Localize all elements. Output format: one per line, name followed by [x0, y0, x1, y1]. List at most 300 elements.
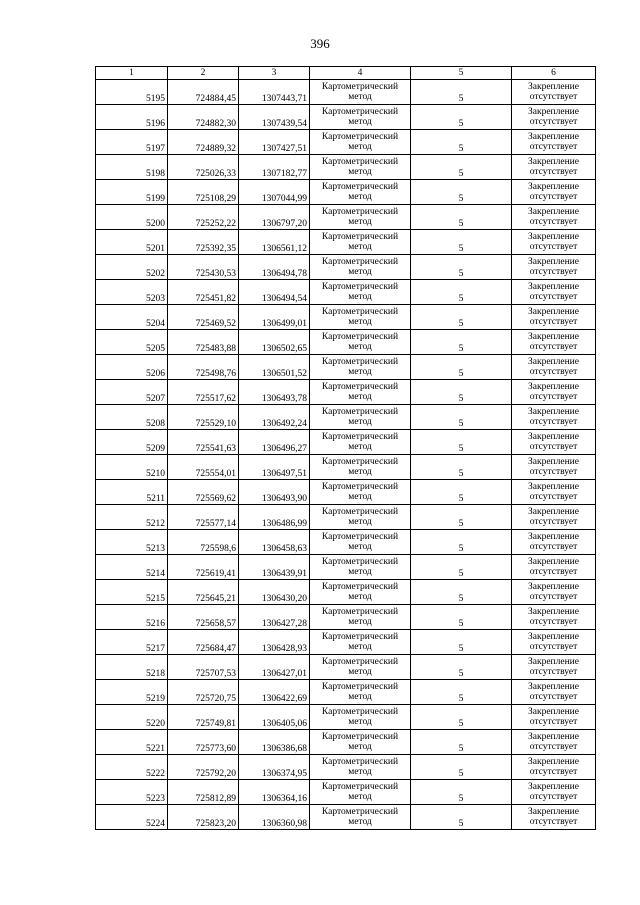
method-cell-line-2: метод	[348, 742, 372, 752]
method-cell-line-2: метод	[348, 717, 372, 727]
fixing-cell-line-1: Закрепление	[528, 607, 579, 617]
table-row	[96, 455, 596, 480]
method-cell-line-1: Картометрический	[321, 357, 399, 367]
method-cell-line-1: Картометрический	[321, 632, 399, 642]
method-cell-line-2: метод	[348, 367, 372, 377]
x-coordinate-cell: 725773,60	[168, 730, 239, 755]
table-row	[96, 180, 596, 205]
table-row	[96, 205, 596, 230]
method-cell-line-2: метод	[348, 592, 372, 602]
fixing-cell-line-1: Закрепление	[528, 407, 579, 417]
fixing-cell	[512, 280, 596, 305]
method-cell-line-2: метод	[348, 542, 372, 552]
y-coordinate-cell: 1306502,65	[239, 330, 310, 355]
precision-cell: 5	[411, 180, 512, 205]
table-row	[96, 380, 596, 405]
point-number-cell: 5216	[96, 605, 168, 630]
method-cell-line-2: метод	[348, 767, 372, 777]
method-cell-line-2: метод	[348, 567, 372, 577]
table-row	[96, 430, 596, 455]
y-coordinate-cell: 1306374,95	[239, 755, 310, 780]
table-row	[96, 780, 596, 805]
precision-cell: 5	[411, 705, 512, 730]
y-coordinate-cell: 1307182,77	[239, 155, 310, 180]
table-row	[96, 355, 596, 380]
method-cell-line-1: Картометрический	[321, 607, 399, 617]
table-row	[96, 80, 596, 105]
fixing-cell-line-1: Закрепление	[528, 282, 579, 292]
fixing-cell-line-1: Закрепление	[528, 532, 579, 542]
fixing-cell-line-1: Закрепление	[528, 782, 579, 792]
point-number-cell: 5224	[96, 805, 168, 830]
fixing-cell-line-2: отсутствует	[529, 642, 578, 652]
fixing-cell-line-2: отсутствует	[529, 742, 578, 752]
method-cell-line-1: Картометрический	[321, 207, 399, 217]
x-coordinate-cell: 725792,20	[168, 755, 239, 780]
x-coordinate-cell: 725823,20	[168, 805, 239, 830]
point-number-cell: 5207	[96, 380, 168, 405]
x-coordinate-cell: 725026,33	[168, 155, 239, 180]
method-cell	[310, 80, 411, 105]
fixing-cell-line-2: отсутствует	[529, 467, 578, 477]
fixing-cell	[512, 605, 596, 630]
fixing-cell-line-1: Закрепление	[528, 732, 579, 742]
method-cell-line-2: метод	[348, 817, 372, 827]
fixing-cell-line-2: отсутствует	[529, 542, 578, 552]
method-cell	[310, 355, 411, 380]
header-col-3: 3	[239, 67, 310, 80]
fixing-cell-line-1: Закрепление	[528, 432, 579, 442]
fixing-cell-line-1: Закрепление	[528, 232, 579, 242]
method-cell-line-1: Картометрический	[321, 757, 399, 767]
fixing-cell	[512, 455, 596, 480]
method-cell	[310, 105, 411, 130]
fixing-cell-line-1: Закрепление	[528, 482, 579, 492]
fixing-cell-line-2: отсутствует	[529, 617, 578, 627]
fixing-cell-line-1: Закрепление	[528, 132, 579, 142]
method-cell-line-2: метод	[348, 242, 372, 252]
point-number-cell: 5196	[96, 105, 168, 130]
point-number-cell: 5199	[96, 180, 168, 205]
fixing-cell	[512, 230, 596, 255]
x-coordinate-cell: 725812,89	[168, 780, 239, 805]
method-cell-line-2: метод	[348, 792, 372, 802]
fixing-cell-line-2: отсутствует	[529, 692, 578, 702]
point-number-cell: 5209	[96, 430, 168, 455]
fixing-cell-line-1: Закрепление	[528, 657, 579, 667]
fixing-cell	[512, 305, 596, 330]
y-coordinate-cell: 1306497,51	[239, 455, 310, 480]
fixing-cell-line-2: отсутствует	[529, 342, 578, 352]
precision-cell: 5	[411, 280, 512, 305]
table-row	[96, 730, 596, 755]
method-cell	[310, 430, 411, 455]
precision-cell: 5	[411, 755, 512, 780]
method-cell	[310, 505, 411, 530]
method-cell	[310, 380, 411, 405]
x-coordinate-cell: 725619,41	[168, 555, 239, 580]
table-row	[96, 305, 596, 330]
fixing-cell	[512, 530, 596, 555]
precision-cell: 5	[411, 330, 512, 355]
x-coordinate-cell: 725430,53	[168, 255, 239, 280]
method-cell	[310, 230, 411, 255]
fixing-cell-line-2: отсутствует	[529, 167, 578, 177]
method-cell-line-2: метод	[348, 517, 372, 527]
y-coordinate-cell: 1306493,90	[239, 480, 310, 505]
method-cell-line-2: метод	[348, 692, 372, 702]
method-cell-line-1: Картометрический	[321, 682, 399, 692]
method-cell-line-1: Картометрический	[321, 382, 399, 392]
x-coordinate-cell: 725720,75	[168, 680, 239, 705]
precision-cell: 5	[411, 505, 512, 530]
table-row	[96, 230, 596, 255]
method-cell	[310, 130, 411, 155]
y-coordinate-cell: 1306364,16	[239, 780, 310, 805]
y-coordinate-cell: 1307427,51	[239, 130, 310, 155]
fixing-cell-line-2: отсутствует	[529, 817, 578, 827]
fixing-cell-line-2: отсутствует	[529, 717, 578, 727]
table-row	[96, 705, 596, 730]
header-col-5: 5	[411, 67, 512, 80]
table-row	[96, 405, 596, 430]
x-coordinate-cell: 725469,52	[168, 305, 239, 330]
y-coordinate-cell: 1306797,20	[239, 205, 310, 230]
fixing-cell-line-1: Закрепление	[528, 257, 579, 267]
header-col-4: 4	[310, 67, 411, 80]
fixing-cell	[512, 580, 596, 605]
fixing-cell	[512, 205, 596, 230]
fixing-cell-line-2: отсутствует	[529, 267, 578, 277]
y-coordinate-cell: 1306430,20	[239, 580, 310, 605]
y-coordinate-cell: 1307443,71	[239, 80, 310, 105]
point-number-cell: 5206	[96, 355, 168, 380]
method-cell-line-2: метод	[348, 417, 372, 427]
table-row	[96, 680, 596, 705]
fixing-cell	[512, 130, 596, 155]
y-coordinate-cell: 1306499,01	[239, 305, 310, 330]
table-row	[96, 630, 596, 655]
fixing-cell-line-2: отсутствует	[529, 417, 578, 427]
point-number-cell: 5200	[96, 205, 168, 230]
precision-cell: 5	[411, 130, 512, 155]
method-cell-line-1: Картометрический	[321, 582, 399, 592]
y-coordinate-cell: 1306501,52	[239, 355, 310, 380]
method-cell-line-1: Картометрический	[321, 232, 399, 242]
precision-cell: 5	[411, 805, 512, 830]
fixing-cell-line-1: Закрепление	[528, 157, 579, 167]
precision-cell: 5	[411, 355, 512, 380]
point-number-cell: 5195	[96, 80, 168, 105]
y-coordinate-cell: 1306494,54	[239, 280, 310, 305]
table-row	[96, 505, 596, 530]
method-cell-line-1: Картометрический	[321, 782, 399, 792]
x-coordinate-cell: 725517,62	[168, 380, 239, 405]
x-coordinate-cell: 725749,81	[168, 705, 239, 730]
point-number-cell: 5203	[96, 280, 168, 305]
fixing-cell	[512, 805, 596, 830]
method-cell	[310, 655, 411, 680]
fixing-cell-line-2: отсутствует	[529, 792, 578, 802]
method-cell-line-2: метод	[348, 117, 372, 127]
table-row	[96, 280, 596, 305]
point-number-cell: 5208	[96, 405, 168, 430]
point-number-cell: 5217	[96, 630, 168, 655]
x-coordinate-cell: 725554,01	[168, 455, 239, 480]
fixing-cell-line-1: Закрепление	[528, 557, 579, 567]
y-coordinate-cell: 1306427,28	[239, 605, 310, 630]
y-coordinate-cell: 1307439,54	[239, 105, 310, 130]
fixing-cell	[512, 555, 596, 580]
y-coordinate-cell: 1306496,27	[239, 430, 310, 455]
method-cell-line-1: Картометрический	[321, 657, 399, 667]
table-row	[96, 805, 596, 830]
y-coordinate-cell: 1306422,69	[239, 680, 310, 705]
point-number-cell: 5222	[96, 755, 168, 780]
point-number-cell: 5215	[96, 580, 168, 605]
fixing-cell-line-1: Закрепление	[528, 332, 579, 342]
table-row	[96, 580, 596, 605]
point-number-cell: 5212	[96, 505, 168, 530]
precision-cell: 5	[411, 480, 512, 505]
fixing-cell	[512, 255, 596, 280]
fixing-cell	[512, 730, 596, 755]
point-number-cell: 5211	[96, 480, 168, 505]
page-number: 396	[310, 36, 330, 51]
point-number-cell: 5218	[96, 655, 168, 680]
method-cell-line-2: метод	[348, 267, 372, 277]
y-coordinate-cell: 1306360,98	[239, 805, 310, 830]
method-cell-line-1: Картометрический	[321, 282, 399, 292]
fixing-cell	[512, 480, 596, 505]
method-cell-line-2: метод	[348, 492, 372, 502]
fixing-cell	[512, 80, 596, 105]
method-cell-line-2: метод	[348, 642, 372, 652]
precision-cell: 5	[411, 105, 512, 130]
precision-cell: 5	[411, 555, 512, 580]
x-coordinate-cell: 725483,88	[168, 330, 239, 355]
fixing-cell	[512, 680, 596, 705]
method-cell-line-1: Картометрический	[321, 532, 399, 542]
point-number-cell: 5210	[96, 455, 168, 480]
x-coordinate-cell: 725577,14	[168, 505, 239, 530]
fixing-cell	[512, 705, 596, 730]
point-number-cell: 5220	[96, 705, 168, 730]
fixing-cell-line-2: отсутствует	[529, 317, 578, 327]
fixing-cell	[512, 630, 596, 655]
x-coordinate-cell: 725645,21	[168, 580, 239, 605]
y-coordinate-cell: 1306386,68	[239, 730, 310, 755]
table-row	[96, 255, 596, 280]
x-coordinate-cell: 724889,32	[168, 130, 239, 155]
point-number-cell: 5213	[96, 530, 168, 555]
method-cell	[310, 480, 411, 505]
fixing-cell	[512, 380, 596, 405]
fixing-cell	[512, 355, 596, 380]
fixing-cell-line-2: отсутствует	[529, 367, 578, 377]
method-cell-line-1: Картометрический	[321, 807, 399, 817]
method-cell-line-2: метод	[348, 317, 372, 327]
method-cell	[310, 530, 411, 555]
precision-cell: 5	[411, 80, 512, 105]
method-cell	[310, 805, 411, 830]
fixing-cell	[512, 655, 596, 680]
x-coordinate-cell: 725108,29	[168, 180, 239, 205]
point-number-cell: 5204	[96, 305, 168, 330]
method-cell	[310, 155, 411, 180]
method-cell	[310, 205, 411, 230]
precision-cell: 5	[411, 605, 512, 630]
x-coordinate-cell: 725498,76	[168, 355, 239, 380]
precision-cell: 5	[411, 205, 512, 230]
x-coordinate-cell: 725252,22	[168, 205, 239, 230]
method-cell-line-1: Картометрический	[321, 707, 399, 717]
point-number-cell: 5198	[96, 155, 168, 180]
method-cell	[310, 255, 411, 280]
fixing-cell-line-2: отсутствует	[529, 217, 578, 227]
fixing-cell-line-2: отсутствует	[529, 592, 578, 602]
precision-cell: 5	[411, 680, 512, 705]
method-cell-line-2: метод	[348, 92, 372, 102]
x-coordinate-cell: 724882,30	[168, 105, 239, 130]
header-col-2: 2	[168, 67, 239, 80]
precision-cell: 5	[411, 255, 512, 280]
point-number-cell: 5202	[96, 255, 168, 280]
fixing-cell	[512, 330, 596, 355]
method-cell-line-2: метод	[348, 392, 372, 402]
y-coordinate-cell: 1306494,78	[239, 255, 310, 280]
point-number-cell: 5205	[96, 330, 168, 355]
method-cell	[310, 555, 411, 580]
y-coordinate-cell: 1306427,01	[239, 655, 310, 680]
x-coordinate-cell: 724884,45	[168, 80, 239, 105]
fixing-cell-line-2: отсутствует	[529, 192, 578, 202]
precision-cell: 5	[411, 405, 512, 430]
x-coordinate-cell: 725707,53	[168, 655, 239, 680]
fixing-cell-line-2: отсутствует	[529, 292, 578, 302]
fixing-cell	[512, 430, 596, 455]
y-coordinate-cell: 1306493,78	[239, 380, 310, 405]
precision-cell: 5	[411, 530, 512, 555]
method-cell	[310, 780, 411, 805]
method-cell-line-2: метод	[348, 442, 372, 452]
fixing-cell	[512, 105, 596, 130]
x-coordinate-cell: 725684,47	[168, 630, 239, 655]
fixing-cell-line-2: отсутствует	[529, 667, 578, 677]
method-cell-line-1: Картометрический	[321, 257, 399, 267]
precision-cell: 5	[411, 780, 512, 805]
method-cell-line-2: метод	[348, 667, 372, 677]
method-cell	[310, 305, 411, 330]
x-coordinate-cell: 725529,10	[168, 405, 239, 430]
fixing-cell-line-1: Закрепление	[528, 682, 579, 692]
fixing-cell	[512, 505, 596, 530]
table-row	[96, 555, 596, 580]
method-cell	[310, 705, 411, 730]
method-cell-line-1: Картометрический	[321, 332, 399, 342]
fixing-cell	[512, 405, 596, 430]
y-coordinate-cell: 1306458,63	[239, 530, 310, 555]
method-cell-line-1: Картометрический	[321, 432, 399, 442]
method-cell	[310, 405, 411, 430]
method-cell-line-1: Картометрический	[321, 407, 399, 417]
table-row	[96, 480, 596, 505]
method-cell	[310, 605, 411, 630]
x-coordinate-cell: 725541,63	[168, 430, 239, 455]
fixing-cell-line-1: Закрепление	[528, 207, 579, 217]
y-coordinate-cell: 1306561,12	[239, 230, 310, 255]
table-row	[96, 755, 596, 780]
precision-cell: 5	[411, 305, 512, 330]
x-coordinate-cell: 725598,6	[168, 530, 239, 555]
fixing-cell-line-1: Закрепление	[528, 357, 579, 367]
fixing-cell-line-2: отсутствует	[529, 117, 578, 127]
fixing-cell-line-1: Закрепление	[528, 707, 579, 717]
y-coordinate-cell: 1306428,93	[239, 630, 310, 655]
fixing-cell-line-2: отсутствует	[529, 442, 578, 452]
method-cell-line-1: Картометрический	[321, 482, 399, 492]
y-coordinate-cell: 1306492,24	[239, 405, 310, 430]
method-cell-line-2: метод	[348, 192, 372, 202]
table-row	[96, 530, 596, 555]
fixing-cell-line-2: отсутствует	[529, 92, 578, 102]
method-cell-line-2: метод	[348, 217, 372, 227]
precision-cell: 5	[411, 730, 512, 755]
x-coordinate-cell: 725451,82	[168, 280, 239, 305]
method-cell-line-2: метод	[348, 342, 372, 352]
header-col-1: 1	[96, 67, 168, 80]
method-cell	[310, 630, 411, 655]
table-row	[96, 130, 596, 155]
method-cell-line-1: Картометрический	[321, 107, 399, 117]
fixing-cell-line-2: отсутствует	[529, 242, 578, 252]
x-coordinate-cell: 725658,57	[168, 605, 239, 630]
fixing-cell-line-1: Закрепление	[528, 457, 579, 467]
precision-cell: 5	[411, 380, 512, 405]
fixing-cell-line-1: Закрепление	[528, 582, 579, 592]
point-number-cell: 5221	[96, 730, 168, 755]
method-cell-line-2: метод	[348, 167, 372, 177]
table-body	[96, 80, 596, 830]
precision-cell: 5	[411, 155, 512, 180]
method-cell	[310, 755, 411, 780]
y-coordinate-cell: 1307044,99	[239, 180, 310, 205]
y-coordinate-cell: 1306405,06	[239, 705, 310, 730]
method-cell	[310, 280, 411, 305]
fixing-cell-line-1: Закрепление	[528, 507, 579, 517]
point-number-cell: 5197	[96, 130, 168, 155]
table-row	[96, 655, 596, 680]
point-number-cell: 5214	[96, 555, 168, 580]
method-cell	[310, 680, 411, 705]
method-cell-line-1: Картометрический	[321, 507, 399, 517]
method-cell-line-1: Картометрический	[321, 457, 399, 467]
method-cell-line-1: Картометрический	[321, 132, 399, 142]
table-row	[96, 155, 596, 180]
fixing-cell-line-2: отсутствует	[529, 517, 578, 527]
fixing-cell-line-2: отсутствует	[529, 392, 578, 402]
method-cell	[310, 580, 411, 605]
fixing-cell-line-1: Закрепление	[528, 632, 579, 642]
method-cell-line-2: метод	[348, 292, 372, 302]
fixing-cell-line-1: Закрепление	[528, 107, 579, 117]
method-cell-line-1: Картометрический	[321, 82, 399, 92]
fixing-cell	[512, 780, 596, 805]
method-cell-line-1: Картометрический	[321, 182, 399, 192]
fixing-cell	[512, 155, 596, 180]
method-cell	[310, 330, 411, 355]
fixing-cell	[512, 180, 596, 205]
